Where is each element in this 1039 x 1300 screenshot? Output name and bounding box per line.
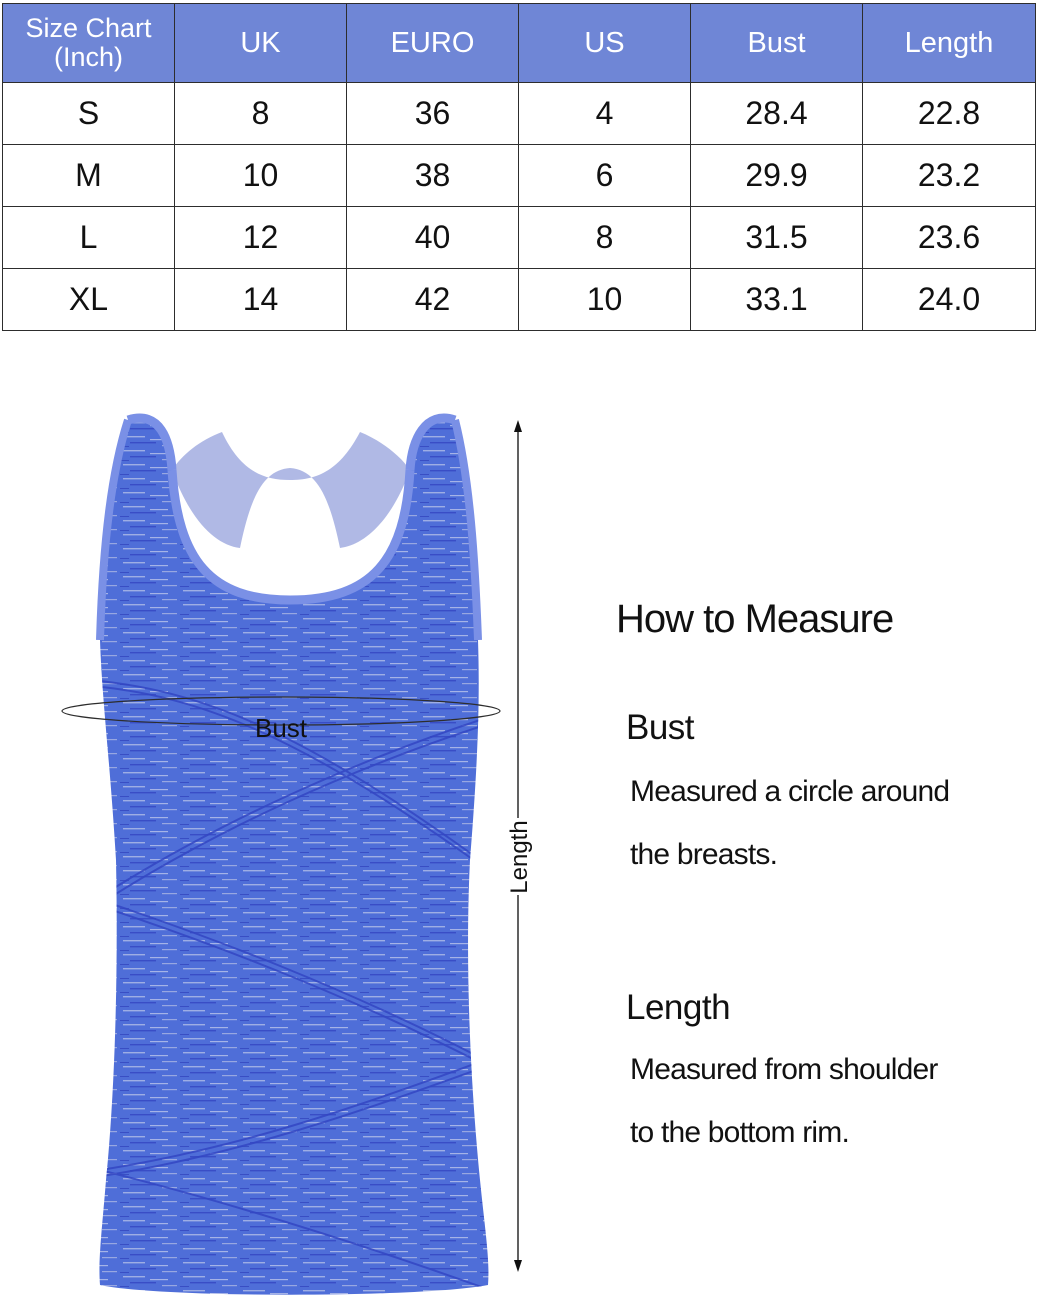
- cell-length: 23.6: [863, 207, 1036, 269]
- tank-top-measurement-diagram: [0, 395, 560, 1300]
- cell-uk: 12: [175, 207, 347, 269]
- tank-top-body: [99, 418, 488, 1295]
- cell-bust: 28.4: [691, 83, 863, 145]
- size-chart-table: [2, 3, 1036, 331]
- table-row: [3, 145, 1036, 207]
- table-row: [3, 269, 1036, 331]
- bust-section-title: Bust: [626, 708, 695, 747]
- cell-euro: 36: [347, 83, 519, 145]
- size-chart-unit: (Inch): [53, 42, 124, 72]
- cell-us: 6: [519, 145, 691, 207]
- cell-us: 8: [519, 207, 691, 269]
- cell-uk: 14: [175, 269, 347, 331]
- cell-us: 4: [519, 83, 691, 145]
- bust-description-line2: the breasts.: [630, 838, 778, 871]
- cell-uk: 8: [175, 83, 347, 145]
- cell-size: S: [3, 83, 175, 145]
- column-header-uk: UK: [175, 4, 347, 83]
- cell-bust: 29.9: [691, 145, 863, 207]
- length-description-line1: Measured from shoulder: [630, 1053, 938, 1086]
- column-header-bust: Bust: [691, 4, 863, 83]
- cell-uk: 10: [175, 145, 347, 207]
- size-chart-title: Size Chart: [25, 13, 152, 43]
- cell-size: XL: [3, 269, 175, 331]
- cell-length: 24.0: [863, 269, 1036, 331]
- how-to-measure-title: How to Measure: [616, 597, 894, 641]
- length-description-line2: to the bottom rim.: [630, 1116, 850, 1149]
- racerback-inner: [172, 432, 410, 548]
- column-header-euro: EURO: [347, 4, 519, 83]
- length-section-title: Length: [626, 988, 731, 1027]
- cell-length: 23.2: [863, 145, 1036, 207]
- size-chart-header: [3, 4, 175, 83]
- table-row: [3, 207, 1036, 269]
- cell-euro: 42: [347, 269, 519, 331]
- cell-bust: 31.5: [691, 207, 863, 269]
- cell-bust: 33.1: [691, 269, 863, 331]
- cell-us: 10: [519, 269, 691, 331]
- column-header-us: US: [519, 4, 691, 83]
- cell-size: M: [3, 145, 175, 207]
- table-row: [3, 83, 1036, 145]
- bust-label: Bust: [254, 713, 308, 743]
- length-arrow-head-top: [514, 420, 522, 432]
- bust-description-line1: Measured a circle around: [630, 775, 950, 808]
- length-arrow-head-bottom: [514, 1260, 522, 1272]
- length-label: Length: [506, 820, 533, 894]
- table-header-row: [3, 4, 1036, 83]
- cell-euro: 40: [347, 207, 519, 269]
- column-header-length: Length: [863, 4, 1036, 83]
- cell-length: 22.8: [863, 83, 1036, 145]
- cell-size: L: [3, 207, 175, 269]
- cell-euro: 38: [347, 145, 519, 207]
